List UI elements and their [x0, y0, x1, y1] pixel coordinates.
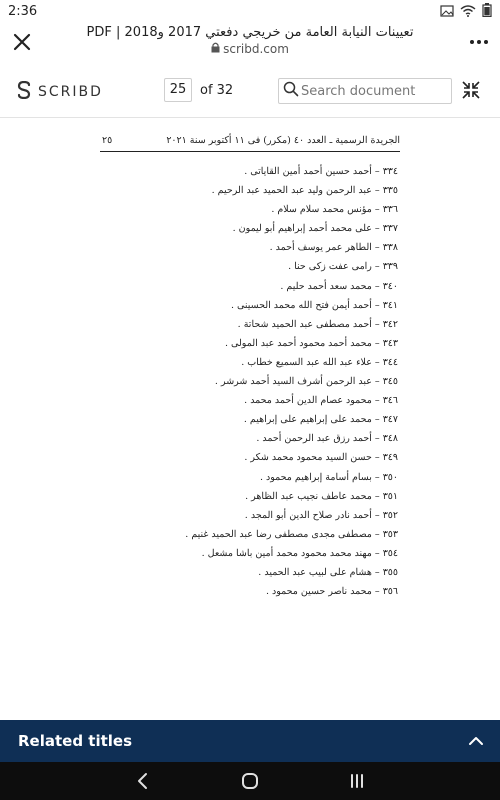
list-item: ٣٤٨ – أحمد رزق عبد الرحمن أحمد .: [256, 433, 398, 445]
list-item: ٣٣٨ – الطاهر عمر يوسف أحمد .: [269, 242, 398, 254]
list-item: ٣٥٣ – مصطفى مجدى مصطفى رضا عبد الحميد غنيم .: [185, 528, 398, 540]
system-nav-bar: [0, 762, 500, 800]
document-page: [0, 118, 500, 720]
page-navigator: [164, 78, 233, 102]
collapse-icon[interactable]: [460, 79, 482, 101]
scribd-toolbar: [0, 64, 500, 118]
page-title: تعيينات النيابة العامة من خريجي دفعتي 2017 و2018 | PDF: [86, 25, 414, 40]
browser-toolbar: [0, 22, 500, 64]
list-item: ٣٥١ – محمد عاطف نجيب عبد الظاهر .: [245, 490, 398, 502]
status-icons: [440, 2, 492, 21]
list-item: ٣٤٣ – محمد أحمد محمود أحمد عبد المولى .: [224, 337, 398, 349]
list-item: ٣٣٩ – رامى عفت زكى حنا .: [288, 261, 398, 273]
related-titles-label: Related titles: [18, 732, 133, 750]
page-number-input[interactable]: 25: [164, 78, 192, 102]
list-item: ٣٤٦ – محمود عصام الدين أحمد محمد .: [244, 395, 398, 407]
back-icon[interactable]: [131, 769, 155, 793]
home-icon[interactable]: [238, 769, 262, 793]
status-time: 2:36: [8, 3, 38, 19]
status-bar: [0, 0, 500, 22]
scribd-logo-text: SCRIBD: [38, 84, 103, 100]
list-item: ٣٤٠ – محمد سعد أحمد حليم .: [280, 280, 398, 292]
document-header-title: الجريدة الرسمية ـ العدد ٤٠ (مكرر) فى ١١ أكتوبر سنة ٢٠٢١: [166, 135, 400, 146]
list-item: ٣٤٥ – عبد الرحمن أشرف السيد أحمد شرشر .: [214, 376, 398, 388]
list-item: ٣٥٠ – بسام أسامة إبراهيم محمود .: [260, 471, 398, 483]
list-item: ٣٤١ – أحمد أيمن فتح الله محمد الحسينى .: [230, 299, 398, 311]
page-url: [54, 42, 446, 56]
search-icon: [283, 81, 299, 101]
page-title-block[interactable]: [54, 25, 446, 56]
more-vertical-icon[interactable]: [468, 32, 490, 52]
page-total: of 32: [200, 82, 234, 98]
list-item: ٣٤٩ – حسن السيد محمود محمد شكر .: [244, 452, 398, 464]
search-placeholder: Search document: [301, 83, 416, 99]
name-list: [100, 162, 400, 601]
image-icon: [440, 2, 454, 21]
wifi-icon: [460, 2, 476, 21]
list-item: ٣٥٥ – هشام على لبيب عبد الحميد .: [258, 566, 398, 578]
search-input[interactable]: [278, 78, 452, 104]
page-url-text: scribd.com: [223, 42, 289, 56]
scribd-logo-icon: [16, 81, 32, 103]
scribd-logo[interactable]: [16, 81, 103, 103]
document-header: [100, 132, 400, 152]
document-page-number: ٢٥: [102, 135, 113, 146]
recents-icon[interactable]: [345, 769, 369, 793]
list-item: ٣٣٦ – مؤنس محمد سلام سلام .: [271, 204, 398, 216]
list-item: ٣٥٢ – أحمد نادر صلاح الدين أبو المجد .: [244, 509, 398, 521]
battery-icon: [482, 2, 492, 21]
list-item: ٣٣٧ – على محمد أحمد إبراهيم أبو ليمون .: [232, 223, 398, 235]
close-icon[interactable]: [10, 30, 34, 54]
related-titles-bar[interactable]: [0, 720, 500, 762]
list-item: ٣٣٥ – عبد الرحمن وليد عبد الحميد عبد الرحيم .: [211, 185, 398, 197]
list-item: ٣٣٤ – أحمد حسين أحمد أمين القاياتى .: [244, 166, 398, 177]
list-item: ٣٥٤ – مهند محمد محمود محمد أمين باشا مشعل .: [201, 547, 398, 559]
chevron-up-icon[interactable]: [468, 732, 484, 751]
list-item: ٣٤٢ – أحمد مصطفى عبد الحميد شحاتة .: [237, 318, 398, 330]
list-item: ٣٥٦ – محمد ناصر حسين محمود .: [265, 586, 398, 598]
list-item: ٣٤٤ – علاء عبد الله عبد السميع خطاب .: [241, 356, 398, 368]
lock-icon: [211, 42, 220, 56]
list-item: ٣٤٧ – محمد على إبراهيم على إبراهيم .: [243, 414, 398, 426]
